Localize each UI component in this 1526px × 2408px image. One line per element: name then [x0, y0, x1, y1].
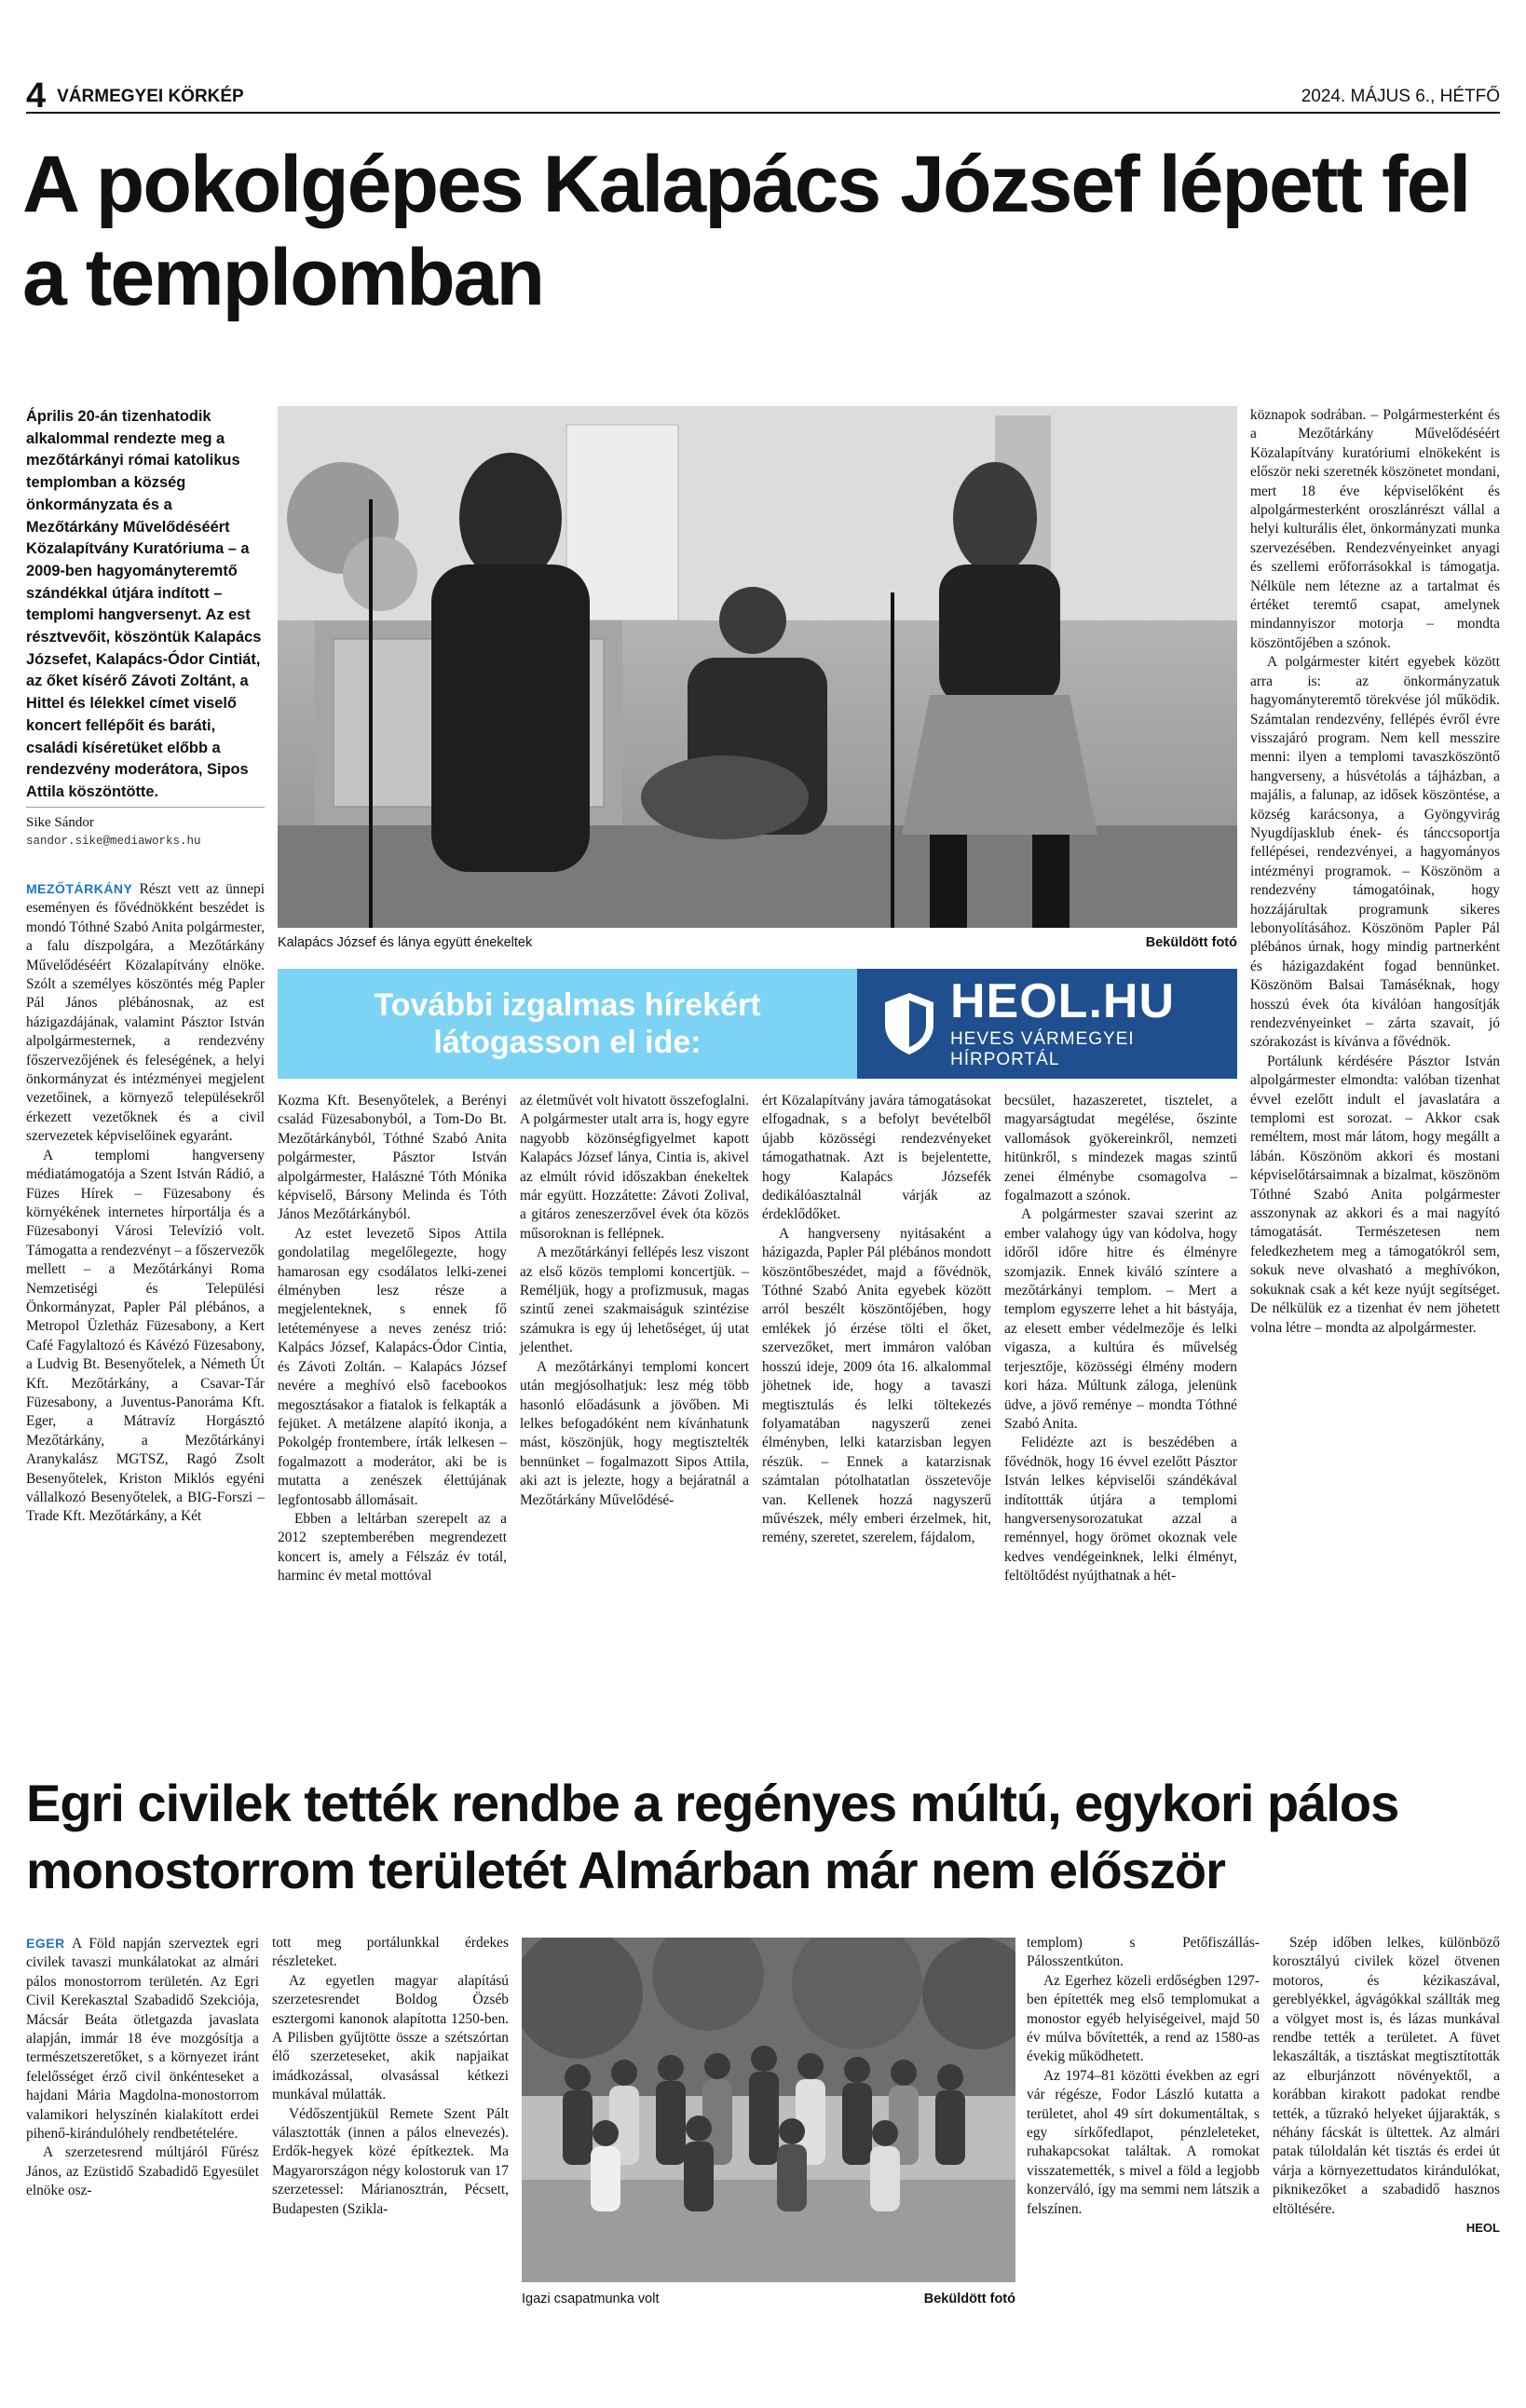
article1-col3-p2: A mezőtárkányi fellépés lesz viszont az első közös templomi koncertjük. – Reméljük, hogy a profizmusuk, magas szintű zenei szakmaiságuk szintézise számukra is egy új lehetőséget, új utat jelenthet.	[520, 1245, 749, 1356]
section-name: VÁRMEGYEI KÖRKÉP	[57, 87, 244, 106]
article2-photo-credit: Beküldött fotó	[923, 2292, 1015, 2306]
ad-text: További izgalmas hírekért látogasson el ide:	[374, 987, 761, 1060]
article2-photo-caption: Igazi csapatmunka volt	[522, 2292, 660, 2306]
article1-byline	[26, 807, 265, 850]
article2-kicker: EGER	[26, 1936, 65, 1951]
article1-col4-p1: ért Közalapítvány javára támogatásokat elfogadnak, s a befolyt bevételből újabb közösségi rendezvényeket támogathatnak. Azt is bejelentette, hogy Kalapács Józsefék dedikálóasztalnál várják az érdeklődőket.	[762, 1093, 991, 1223]
article1-column-4	[762, 1092, 991, 1548]
article1-photo-credit: Beküldött fotó	[1145, 935, 1237, 950]
article1-col1-p1: Részt vett az ünnepi eseményen és fővédnökként beszédet is mondó Tóthné Szabó Anita polgármester, a falu díszpolgára, a Mezőtárkány Művelődéséért Közalapítvány elnöke. Szólt a személyes köszöntés még Papler Pál János plébánosnak, az est házigazdájának, valamint Pásztor István alpolgármesternek, a rendezvény főszervezőjének és feleségének, a helyi önkormányzat és intézményei megjelent vezetőinek, a környező településekről érkezett vezetőknek és a civil szervezetek képviselőinek egyaránt.	[26, 881, 265, 1145]
heol-ad-banner[interactable]	[278, 969, 1237, 1079]
article2-signoff: HEOL	[1465, 2221, 1500, 2236]
article1-col6-p2: A polgármester kitért egyebek között arra is: az önkormányzatuk hagyományteremtő törekvése jól működik. Számtalan rendezvény, fellépés évről évre visszajáró program. Nem kell messzire menni: ilyen a templomi tavaszköszöntő hangverseny, a húsvétolás a tájházban, a majális, a falunap, az idősek köszöntése, a község karácsonya, a Gyöngyvirág Nyugdíjasklub ének- és tánccsoportja fellépései, rendezvényei, a hagyományos intézményi programok. – Köszönöm a rendezvény támogatóinak, hogy hozzájárultak programunk sikeres lebonyolításához. Köszönöm Papler Pál plébános úrnak, hogy mindig partnerként és házigazdaként fogad bennünket. Köszönöm Balsai Tamáséknak, hogy hosszú évek óta kiválóan hangosítják rendezvényeinket – zárta szavait, jó szórakozást is kívánva a fővédnök.	[1250, 654, 1500, 1051]
article1-col3-p1: az életművét volt hivatott összefoglalni. A polgármester utalt arra is, hogy egyre nagyobb közönségfigyelmet kapott Kalapács József lánya, Cintia is, akivel az elmúlt róvid időszakban énekeltek már együtt. Hozzátette: Závoti Zolival, a gitáros zeneszerzővel évek óta közös műsoroknan is fellépnek.	[520, 1093, 749, 1242]
article2-column-1	[26, 1934, 259, 2201]
article2-column-2	[272, 1934, 509, 2219]
article2-column-4	[1273, 1934, 1500, 2238]
ad-logo-panel	[857, 969, 1237, 1079]
article1-col6-p3: Portálunk kérdésére Pásztor István alpolgármester elmondta: valóban tizenhat évvel ezelőtt indult el javaslatára a templomi est sorozat. – Akkor csak reméltem, most már látom, hogy megállt a lábán. Köszönöm akkori és mostani képviselőtársaimnak a bizalmat, köszönöm Tóthné Szabó Anita polgármester asszonynak az akkori és a mai nagyító támogatását. Természetesen nem feledkezhetem meg a támogatókról sem, sokuk neve olvasható a meghívókon, sokuknak csak a két keze nyújt segítséget. De nélkülük ez a tizenhat év nem jöhetett volna létre – mondta az alpolgármester.	[1250, 1053, 1500, 1336]
article2-col2-p3: Védőszentjükül Remete Szent Pált választották (innen a pálos elnevezés). Erdők-hegyek közé építkeztek. Ma Magyarországon négy kolostoruk van 17 szerzetessel: Márianosztrán, Pécsett, Budapesten (Szikla-	[272, 2105, 509, 2217]
article1-col4-p2: A hangverseny nyitásaként a házigazda, Papler Pál plébános mondott köszöntőbeszédet, majd a fővédnök, Tóthné Szabó Anita egyebek között arról beszélt köszöntőjében, hogy emlékek jó érzése tölti el őket, szervezőket, mert immáron valóban hosszú ideje, 2009 óta 16. alkalommal jöhetnek ide, hogy a tavaszi megtisztulás és lelki töltekezés folyamatában nagyszerű zenei élményben, lelki katarzisban legyen részük. – Ennek a katarzisnak számtalan pótolhatatlan összetevője van. Kellenek hozzá nagyszerű művészek, mély emberi érzelmek, hit, remény, szeretet, szerelem, fájdalom,	[762, 1225, 991, 1546]
article2-col3-p1: templom) s Petőfiszállás-Pálosszentkúton.	[1027, 1935, 1260, 1970]
article1-headline: A pokolgépes Kalapács József lépett fel a templomban	[22, 140, 1470, 322]
article1-col6-p1: köznapok sodrában. – Polgármesterként és a Mezőtárkány Művelődéséért Közalapítvány kuratóriumi elnökeként is először neki szeretnék köszönetet mondani, mert 18 éve képviselőként és alpolgármesterként oroszlánrészt vállal a helyi kulturális élet, önkormányzati munka szervezésében. Rendezvényeinket anyagi és szellemi erőforrásokkal is támogatja. Nélküle nem létezne az a tartalmat és értéket teremtő csapat, amelynek mindannyiszor motorja – mondta köszöntőjében a szónok.	[1250, 407, 1500, 651]
article2-column-3	[1027, 1934, 1260, 2219]
article2-headline: Egri civilek tették rendbe a regényes múltú, egykori pálos monostorrom területét Almárban már nem először	[26, 1774, 1399, 1899]
article2-col3-p3: Az 1974–81 közötti években az egri vár régésze, Fodor László kutatta a területet, ahol 49 sírt dokumentáltak, s egy sírkőfedlapot, pénzleleteket, ruhakapcsokat találtak. A romokat visszatemették, s mivel a föld a legjobb konzerváló, így ma semmi nem látszik a felszínen.	[1027, 2067, 1260, 2217]
article1-col5-p3: Felidézte azt is beszédében a fővédnök, hogy 16 évvel ezelőtt Pásztor István lelkes képviselői szándékával indítottták útjára a templomi hangversenysorozatukat azzal a reménnyel, hogy örömet okoznak vele kedves vendégeinknek, lelki élményt, feltöltődést nyújthatnak a hét-	[1004, 1435, 1237, 1585]
article2-col2-p2: Az egyetlen magyar alapítású szerzetesrendet Boldog Özséb esztergomi kanonok alapította 1250-ben. A Pilisben gyűjtötte össze a szétszórtan élő szerzeteseket, akik napjaikat imádkozással, olvasással kétkezi munkával múlatták.	[272, 1972, 509, 2103]
ad-logo-text: HEOL.HU	[950, 974, 1175, 1028]
article1-col1-p2: A templomi hangverseny médiatámogatója a Szent István Rádió, a Füzes Hírek – Füzesabony és környékének internetes hírportálja és a Füzesabonyi Városi Televízió volt. Támogatta a rendezvényt – a főszervezők mellett – a Mezőtárkányi Roma Nemzetiségi és Települési Önkormányzat, Papler Pál plébános, a Metropol Üzletház Füzesabony, a Kert Café Fagylaltozó és Kávézó Füzesabony, a Ludvig Bt. Besenyőtelek, a Németh Út Kft. Mezőtárkány, a Csavar-Tár Füzesabony, a Juventus-Panoráma Kft. Eger, a Mátravíz Horgásztó Mezőtárkány, a Mezőtárkányi Aranykalász MGTSZ, Ragó Zsolt Besenyőtelek, Kriston Miklós egyéni vállalkozó Besenyőtelek, a BIG-Forszi – Trade Kft. Mezőtárkány, a Két	[26, 1147, 265, 1525]
article1-photo-caption-row	[278, 933, 1237, 952]
ad-text-panel	[278, 969, 857, 1079]
article1-lead: Április 20-án tizenhatodik alkalommal rendezte meg a mezőtárkányi római katolikus templomban a község önkormányzata és a Mezőtárkány Művelődéséért Közalapítvány Kuratóriuma – a 2009-ben hagyományteremtő szándékkal útjára indított – templomi hangversenyt. Az est résztvevőit, köszöntük Kalapács Józsefet, Kalapács-Ódor Cintiát, az őket kísérő Závoti Zoltánt, a Hittel és lélekkel címet viselő koncert fellépőit és baráti, családi kíséretüket előbb a rendezvény moderátora, Sipos Attila köszöntötte.	[26, 408, 262, 800]
author-name: Sike Sándor	[26, 815, 94, 830]
article2-col4-p1: Szép időben lelkes, különböző korosztályú civilek közel ötvenen motoros, és kézikaszával, gereblyékkel, ágvágókkal szállták meg a völgyet most is, és lázas munkával rendbe tették a területet. A füvet lekaszálták, a tisztáskat megtisztították az elburjánzott növényektől, a korábban kirakott padokat rendbe tették, a tűzrakó helyeket újjarakták, s néhány fácskát is ültettek. Az almári patak túloldalán két tisztás és erdei út várja a környezettudatos kirándulókat, piknikezőket a szabadidő hasznos eltöltésére.	[1273, 1935, 1500, 2217]
issue-date: 2024. MÁJUS 6., HÉTFŐ	[1301, 87, 1500, 106]
article2-col2-p1: tott meg portálunkkal érdekes részleteket.	[272, 1935, 509, 1970]
article1-column-5	[1004, 1092, 1237, 1586]
article1-column-1	[26, 879, 265, 1527]
article1-col5-p2: A polgármester szavai szerint az ember valahogy úgy van kódolva, hogy időről időre hitre és élményre szomjazik. Ennek kiváló színtere a mezőtárkányi templom. – Mert a templom egyszerre lehet a hit bástyája, az elesett ember védelmezője és lelki vigasza, a kultúra és művelség terjesztője, közösségi élmény modern kori háza. Múltunk záloga, jelenünk üdve, a jövő reménye – mondta Tóthné Szabó Anita.	[1004, 1206, 1237, 1432]
article2-photo-caption-row	[522, 2290, 1015, 2308]
article1-column-3	[520, 1092, 749, 1510]
article1-column-6	[1250, 406, 1500, 1338]
author-email: sandor.sike@mediaworks.hu	[26, 835, 201, 848]
article1-column-2	[278, 1092, 507, 1586]
concert-photo-image	[278, 406, 1237, 928]
shield-icon	[883, 991, 935, 1056]
article1-col2-p3: Ebben a leltárban szerepelt az a 2012 szeptemberében megrendezett koncert is, amely a Félszáz év totál, harminc év metal mottóval	[278, 1510, 507, 1585]
article1-col3-p3: A mezőtárkányi templomi koncert után megjósolhatjuk: lesz még több hasonló előadásunk a jövőben. Mi lelkes befogadóként nem kívánhatunk mást, köszönjük, hogy megtisztelték bennünket – fogalmazott Sipos Attila, aki azt is jelezte, hogy a bejáratnál a Mezőtárkány Művelődésé-	[520, 1358, 749, 1508]
article1-photo	[278, 406, 1237, 928]
article1-photo-caption: Kalapács József és lánya együtt énekeltek	[278, 935, 533, 950]
ad-subtitle: HEVES VÁRMEGYEI HÍRPORTÁL	[950, 1029, 1135, 1069]
article1-kicker: MEZŐTÁRKÁNY	[26, 881, 133, 896]
article1-col5-p1: becsület, hazaszeretet, tisztelet, a magyarságtudat megélése, őszinte vallomások gyökereinkről, nemzeti hitünkről, s mindezek magas szintű zenei élménybe csomagolva – fogalmazott a szónok.	[1004, 1093, 1237, 1204]
article2-col3-p2: Az Egerhez közeli erdőségben 1297-ben építették meg első templomukat a monostor egyéb helyiségeivel, majd 50 év múlva bővítették, a rend az 1580-as évekig működhetett.	[1027, 1972, 1260, 2065]
page-header	[26, 76, 1500, 116]
article1-col2-p1: Kozma Kft. Besenyőtelek, a Berényi család Füzesabonyból, a Tom-Do Bt. Mezőtárkányból, Tóthné Szabó Anita polgármester, Pásztor István alpolgármester, Halászné Tóth Mónika képviselő, Bársony Melinda és Tóth János Mezőtárkányból.	[278, 1093, 507, 1223]
page-number: 4	[26, 76, 47, 116]
group-photo-image	[522, 1938, 1015, 2282]
article1-col2-p2: Az estet levezető Sipos Attila gondolatilag megelőlegezte, hogy hamarosan egy csodálatos lelki-zenei élményben lesz része a megjelenteknek, s ennek fő letéteményese a neves zenész trió: Kalpács József, Kalapács-Ódor Cintia, és Závoti Zoltán. – Kalapács József nevére a meghívó elsõ facebookos megosztásakor a fiatalok is felkapták a fejüket. A metálzene alapító ikonja, a Pokolgép frontembere, írták lelkesen – fogalmazott a moderátor, aki be is mutatta a zenészek élettújának legfontosabb állomásait.	[278, 1225, 507, 1508]
article2-col1-p1: A Föld napján szerveztek egri civilek tavaszi munkálatokat az almári pálos monostorrom területén. Az Egri Civil Kerekasztal Szabadidő Szekciója, Mácsár Beáta ötletgazda javaslata alapján, immár 18 éve mozgósítja a természetszeretőket, s a környezet iránt felelősséget érző civil önkénteseket a hajdani Mária Magdolna-monostorrom valamikori helyszínén kialakított erdei pihenő-kirándulóhely rendbetételére.	[26, 1936, 259, 2143]
article2-photo	[522, 1938, 1015, 2282]
article2-col1-p2: A szerzetesrend múltjáról Fűrész János, az Ezüstidő Szabadidő Egyesület elnöke osz-	[26, 2144, 259, 2199]
